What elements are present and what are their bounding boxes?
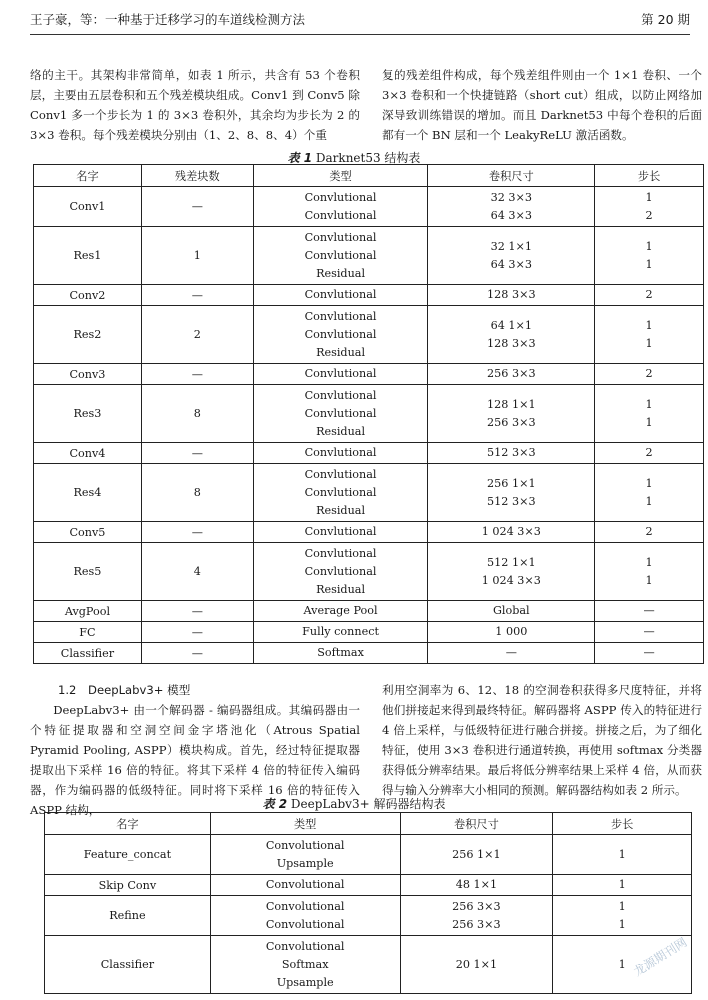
cell-sizes — [428, 622, 595, 643]
cell-blocks: — — [141, 643, 253, 664]
cell-sizes-line: 128 3×3 — [487, 336, 536, 350]
cell-sizes-line: 256 1×1 — [452, 847, 501, 861]
cell-strides-line: — — [643, 604, 655, 617]
cell-strides — [595, 285, 704, 306]
cell-sizes — [428, 187, 595, 227]
cell-blocks: — — [141, 622, 253, 643]
cell-types-line: Residual — [316, 582, 366, 596]
cell-name: FC — [34, 622, 142, 643]
cell-sizes — [428, 522, 595, 543]
cell-strides — [595, 364, 704, 385]
cell-types — [253, 306, 428, 364]
table-deeplab-decoder — [44, 812, 692, 994]
cell-strides — [595, 622, 704, 643]
cell-strides-line: 2 — [645, 446, 653, 459]
cell-strides-line: 1 — [645, 555, 653, 569]
cell-types — [253, 385, 428, 443]
cell-name: Res1 — [34, 227, 142, 285]
column-header: 残差块数 — [141, 165, 253, 187]
cell-strides — [595, 306, 704, 364]
cell-types — [253, 187, 428, 227]
column-header: 步长 — [595, 165, 704, 187]
cell-strides-line: 1 — [645, 415, 653, 429]
table-row — [34, 364, 704, 385]
cell-sizes-line: 1 024 3×3 — [481, 573, 541, 587]
cell-strides-line: 1 — [645, 336, 653, 350]
cell-sizes-line: Global — [492, 604, 530, 617]
cell-sizes — [428, 443, 595, 464]
cell-strides — [595, 464, 704, 522]
watermark: 龙源期刊网 — [631, 935, 690, 979]
cell-sizes-line: 64 3×3 — [490, 208, 533, 222]
cell-types-line: Convolutional — [265, 917, 345, 931]
cell-sizes-line: 256 3×3 — [452, 917, 501, 931]
cell-strides-line: 1 — [618, 878, 626, 891]
column-header: 类型 — [253, 165, 428, 187]
cell-sizes-line: 48 1×1 — [455, 878, 498, 891]
cell-sizes — [428, 643, 595, 664]
cell-strides-line: — — [643, 625, 655, 638]
cell-blocks: — — [141, 285, 253, 306]
cell-types — [210, 875, 400, 896]
cell-types — [253, 601, 428, 622]
cell-strides-line: 1 — [645, 257, 653, 271]
cell-sizes-line: 256 1×1 — [487, 476, 536, 490]
cell-name: Res4 — [34, 464, 142, 522]
table-row — [34, 306, 704, 364]
cell-name: Conv2 — [34, 285, 142, 306]
cell-types-line: Convolutional — [265, 838, 345, 852]
section-heading: 1.2 DeepLabv3+ 模型 — [58, 683, 191, 697]
cell-sizes-line: 32 1×1 — [490, 239, 533, 253]
cell-types-line: Convlutional — [304, 309, 377, 323]
table-row — [34, 385, 704, 443]
cell-strides-line: 1 — [645, 397, 653, 411]
cell-strides-line: 1 — [645, 573, 653, 587]
cell-types — [253, 622, 428, 643]
cell-strides — [595, 601, 704, 622]
cell-sizes — [428, 227, 595, 285]
cell-strides-line: 1 — [618, 957, 626, 971]
cell-name: Res2 — [34, 306, 142, 364]
cell-types-line: Convlutional — [304, 248, 377, 262]
cell-types-line: Upsample — [276, 975, 334, 989]
cell-types-line: Convlutional — [304, 467, 377, 481]
cell-strides — [595, 227, 704, 285]
cell-sizes-line: 256 3×3 — [487, 367, 536, 380]
cell-strides-line: 2 — [645, 525, 653, 538]
cell-types-line: Convlutional — [304, 406, 377, 420]
cell-types-line: Convolutional — [265, 939, 345, 953]
cell-sizes — [428, 385, 595, 443]
cell-sizes — [428, 364, 595, 385]
cell-blocks: — — [141, 443, 253, 464]
cell-types-line: Residual — [316, 503, 366, 517]
cell-sizes — [428, 464, 595, 522]
cell-sizes-line: 256 3×3 — [487, 415, 536, 429]
cell-strides-line: 1 — [645, 190, 653, 204]
cell-name: Conv3 — [34, 364, 142, 385]
column-header: 类型 — [210, 813, 400, 835]
cell-name: Classifier — [45, 936, 211, 994]
cell-sizes-line: 32 3×3 — [490, 190, 533, 204]
cell-sizes-line: 512 1×1 — [487, 555, 536, 569]
cell-name: Res5 — [34, 543, 142, 601]
cell-types-line: Convlutional — [304, 190, 377, 204]
cell-sizes — [428, 601, 595, 622]
cell-sizes — [400, 896, 553, 936]
cell-strides-line: 1 — [645, 494, 653, 508]
table-row — [45, 875, 692, 896]
paragraph-1-right: 复的残差组件构成，每个残差组件则由一个 1×1 卷积、一个 3×3 卷积和一个快捷链路（short cut）组成，以防止网络加深导致训练错误的增加。而且 Darknet53 中每个卷积的后面都有一个 BN 层和一个 LeakyReLU 激活函数。 — [382, 68, 702, 142]
cell-name: Refine — [45, 896, 211, 936]
table-row — [34, 622, 704, 643]
cell-blocks: — — [141, 522, 253, 543]
table2-caption-number: 表 2 — [262, 797, 288, 811]
cell-types — [253, 522, 428, 543]
cell-strides-line: 1 — [645, 318, 653, 332]
cell-types-line: Softmax — [317, 646, 364, 659]
cell-types-line: Fully connect — [302, 625, 379, 638]
table1-caption-number: 表 1 — [287, 151, 313, 165]
cell-types-line: Convlutional — [304, 367, 377, 380]
cell-sizes-line: 512 3×3 — [487, 446, 536, 459]
table-row — [34, 187, 704, 227]
cell-types — [253, 643, 428, 664]
cell-name: Conv4 — [34, 443, 142, 464]
cell-sizes-line: 20 1×1 — [455, 957, 498, 971]
cell-types — [253, 227, 428, 285]
table-header-row — [34, 165, 704, 187]
cell-blocks: 1 — [141, 227, 253, 285]
cell-sizes — [428, 543, 595, 601]
cell-types-line: Convolutional — [265, 878, 345, 891]
cell-types-line: Convlutional — [304, 288, 377, 301]
cell-name: Res3 — [34, 385, 142, 443]
cell-strides-line: 1 — [645, 476, 653, 490]
cell-name: Skip Conv — [45, 875, 211, 896]
cell-types — [253, 285, 428, 306]
cell-types-line: Residual — [316, 424, 366, 438]
cell-strides — [595, 643, 704, 664]
paragraph-2-right: 利用空洞率为 6、12、18 的空洞卷积获得多尺度特征，并将他们拼接起来得到最终特征。解码器将 ASPP 传入的特征进行 4 倍上采样，与低级特征进行融合拼接。拼接之后，为了细化特征，使用 3×3 卷积进行通道转换，再使用 softmax 分类器获得低分辨率结果。最后将低分辨率结果上采样 4 倍，从而获得与输入分辨率大小相同的预测。解码器结构如表 2 所示。 — [382, 683, 702, 797]
table-row — [34, 543, 704, 601]
cell-types-line: Average Pool — [303, 604, 378, 617]
cell-strides — [595, 187, 704, 227]
cell-name: Conv5 — [34, 522, 142, 543]
cell-types — [253, 364, 428, 385]
cell-blocks: — — [141, 187, 253, 227]
table-row — [34, 285, 704, 306]
cell-types-line: Convlutional — [304, 230, 377, 244]
cell-blocks: 4 — [141, 543, 253, 601]
cell-sizes-line: 128 1×1 — [487, 397, 536, 411]
cell-sizes-line: 128 3×3 — [487, 288, 536, 301]
cell-types-line: Convlutional — [304, 446, 377, 459]
cell-sizes — [428, 306, 595, 364]
cell-name: Conv1 — [34, 187, 142, 227]
table-row — [34, 522, 704, 543]
cell-sizes — [400, 835, 553, 875]
table2-caption-text: DeepLabv3+ 解码器结构表 — [290, 797, 446, 811]
table-row — [34, 227, 704, 285]
column-header: 步长 — [553, 813, 692, 835]
cell-sizes-line: 1 000 — [495, 625, 528, 638]
cell-strides-line: 1 — [618, 899, 626, 913]
column-header: 卷积尺寸 — [400, 813, 553, 835]
cell-strides — [595, 522, 704, 543]
cell-types-line: Residual — [316, 345, 366, 359]
cell-types-line: Convlutional — [304, 564, 377, 578]
cell-strides — [553, 896, 692, 936]
paragraph-2-left-text: DeepLabv3+ 由一个解码器 - 编码器组成。其编码器由一个特征提取器和空洞空间金字塔池化（Atrous Spatial Pyramid Pooling, ASPP）模块构成。首先，经过特征提取器提取出下采样 16 倍的特征。将其下采样 4 倍的特征传入编码器，作为编码器的低级特征。同时将下采样 16 倍的特征传入 ASPP 结构， — [30, 703, 360, 817]
cell-sizes — [428, 285, 595, 306]
cell-blocks: — — [141, 601, 253, 622]
cell-name: Feature_concat — [45, 835, 211, 875]
cell-types-line: Convlutional — [304, 327, 377, 341]
cell-types — [253, 464, 428, 522]
cell-types — [210, 835, 400, 875]
cell-strides-line: 2 — [645, 208, 653, 222]
cell-strides — [595, 443, 704, 464]
cell-sizes-line: 1 024 3×3 — [481, 525, 541, 538]
cell-types — [253, 543, 428, 601]
column-header: 名字 — [34, 165, 142, 187]
cell-strides — [595, 543, 704, 601]
table1-caption-text: Darknet53 结构表 — [315, 151, 421, 165]
cell-blocks: 8 — [141, 464, 253, 522]
header-issue: 第 20 期 — [641, 12, 690, 27]
cell-sizes — [400, 875, 553, 896]
header-divider — [30, 34, 690, 35]
cell-strides — [595, 385, 704, 443]
cell-blocks: — — [141, 364, 253, 385]
cell-types-line: Convlutional — [304, 546, 377, 560]
cell-types — [253, 443, 428, 464]
table-row — [45, 835, 692, 875]
paragraph-1-left: 络的主干。其架构非常简单，如表 1 所示，共含有 53 个卷积层，主要由五层卷积和五个残差模块组成。Conv1 到 Conv5 除 Conv1 多一个步长为 1 的 3×3 卷积外，其余均为步长为 2 的 3×3 卷积。每个残差模块分别由（1、2、8、8、4）个重 — [30, 68, 360, 142]
table-row — [45, 936, 692, 994]
cell-types-line: Convolutional — [265, 899, 345, 913]
cell-blocks: 8 — [141, 385, 253, 443]
cell-types-line: Residual — [316, 266, 366, 280]
table-row — [34, 601, 704, 622]
cell-sizes — [400, 936, 553, 994]
cell-strides-line: 2 — [645, 288, 653, 301]
cell-name: AvgPool — [34, 601, 142, 622]
table-row — [34, 643, 704, 664]
cell-types-line: Convlutional — [304, 208, 377, 222]
cell-sizes-line: — — [505, 646, 517, 659]
cell-sizes-line: 512 3×3 — [487, 494, 536, 508]
header-title: 王子豪，等：一种基于迁移学习的车道线检测方法 — [30, 12, 306, 27]
column-header: 名字 — [45, 813, 211, 835]
cell-name: Classifier — [34, 643, 142, 664]
cell-types — [210, 896, 400, 936]
cell-strides-line: 2 — [645, 367, 653, 380]
table-darknet53 — [33, 164, 704, 664]
cell-strides — [553, 835, 692, 875]
running-header — [30, 8, 690, 30]
cell-strides-line: — — [643, 646, 655, 659]
cell-blocks: 2 — [141, 306, 253, 364]
table-header-row — [45, 813, 692, 835]
cell-sizes-line: 64 1×1 — [490, 318, 533, 332]
cell-strides — [553, 875, 692, 896]
cell-strides-line: 1 — [618, 847, 626, 861]
cell-types-line: Convlutional — [304, 388, 377, 402]
table-row — [34, 464, 704, 522]
table-row — [45, 896, 692, 936]
cell-strides-line: 1 — [618, 917, 626, 931]
cell-types-line: Upsample — [276, 856, 334, 870]
cell-strides-line: 1 — [645, 239, 653, 253]
cell-types-line: Softmax — [281, 957, 329, 971]
cell-types — [210, 936, 400, 994]
table2-caption — [0, 795, 708, 812]
cell-sizes-line: 256 3×3 — [452, 899, 501, 913]
table-row — [34, 443, 704, 464]
cell-types-line: Convlutional — [304, 525, 377, 538]
cell-sizes-line: 64 3×3 — [490, 257, 533, 271]
cell-types-line: Convlutional — [304, 485, 377, 499]
column-header: 卷积尺寸 — [428, 165, 595, 187]
